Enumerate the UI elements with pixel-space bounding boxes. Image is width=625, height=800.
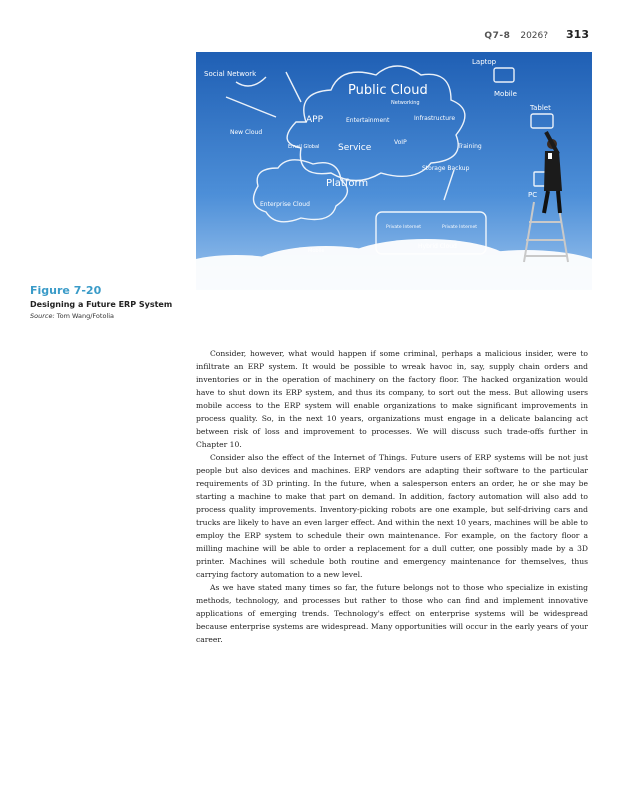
body-paragraph-3: As we have stated many times so far, the future belongs not to those who specialize in existing methods, technology, and processes but rather to those who can find and implement innovative applications of emerging trends. Technology's effect on enterprise systems will be widespread because enterprise systems are widespread. Many opportunities will occur in the early years of your career. [196, 583, 588, 644]
figure-caption [30, 284, 190, 320]
figure-source-label: Source: [30, 312, 55, 320]
label-networking: Networking [391, 100, 420, 106]
page-number: 313 [566, 28, 589, 41]
figure-source [30, 312, 190, 320]
body-text [196, 347, 588, 646]
label-service: Service [338, 143, 372, 153]
label-tablet: Tablet [530, 104, 551, 112]
label-platform: Platform [326, 178, 369, 189]
label-training: Training [458, 143, 482, 150]
label-pc: PC [528, 191, 538, 199]
label-voip: VoIP [394, 139, 407, 146]
label-hybrid-cloud: Hybrid Cloud [418, 243, 457, 250]
header-section-title: 2026? [520, 31, 549, 41]
figure-photo [196, 52, 592, 290]
label-public-cloud: Public Cloud [348, 83, 428, 98]
label-entertainment: Entertainment [346, 117, 390, 124]
label-mobile-bottom: Mobile [308, 248, 325, 254]
label-laptop: Laptop [472, 58, 497, 66]
figure-number: Figure 7-20 [30, 284, 102, 297]
label-private-internet-left: Private Internet [386, 225, 421, 230]
label-social-network: Social Network [204, 70, 257, 78]
label-infrastructure: Infrastructure [414, 115, 456, 122]
figure-title: Designing a Future ERP System [30, 300, 173, 309]
figure-source-text: Tom Wang/Fotolia [56, 312, 115, 320]
cloud-computing-illustration [196, 52, 592, 290]
label-enterprise-cloud: Enterprise Cloud [260, 201, 310, 208]
label-private-internet-right: Private Internet [442, 225, 477, 230]
header-section-number: Q7-8 [484, 31, 511, 41]
label-mobile-top: Mobile [494, 90, 517, 98]
page-header [484, 28, 589, 41]
body-paragraph-1: Consider, however, what would happen if some criminal, perhaps a malicious insider, were to infiltrate an ERP system. It would be possible to wreak havoc in, say, supply chain orders and inventories or in the operation of machinery on the factory floor. The hacked organization would have to shut down its ERP system, and thus its company, to sort out the mess. But allowing users mobile access to the ERP system will enable organizations to make significant improvements in process quality. So, in the next 10 years, organizations must engage in a delicate balancing act between risk of loss and improvement to processes. We will discuss such trade-offs further in Chapter 10. [196, 349, 588, 449]
label-email-global: Email Global [288, 144, 320, 150]
label-new-cloud: New Cloud [230, 129, 263, 136]
body-paragraph-2: Consider also the effect of the Internet of Things. Future users of ERP systems will be not just people but also devices and machines. ERP vendors are adapting their software to the particular requirements of 3D printing. In the future, when a salesperson enters an order, he or she may be starting a machine to make that part on demand. In addition, factory automation will also add to process quality improvements. Inventory-picking robots are one example, but self-driving cars and trucks are likely to have an even larger effect. And within the next 10 years, machines will be able to employ the ERP system to schedule their own maintenance. For example, on the factory floor a milling machine will be able to order a replacement for a dull cutter, one possibly made by a 3D printer. Machines will schedule both routine and emergency maintenance for themselves, thus carrying factory automation to a new level. [196, 453, 588, 579]
label-storage-backup: Storage Backup [422, 165, 470, 172]
label-app: APP [306, 115, 324, 125]
